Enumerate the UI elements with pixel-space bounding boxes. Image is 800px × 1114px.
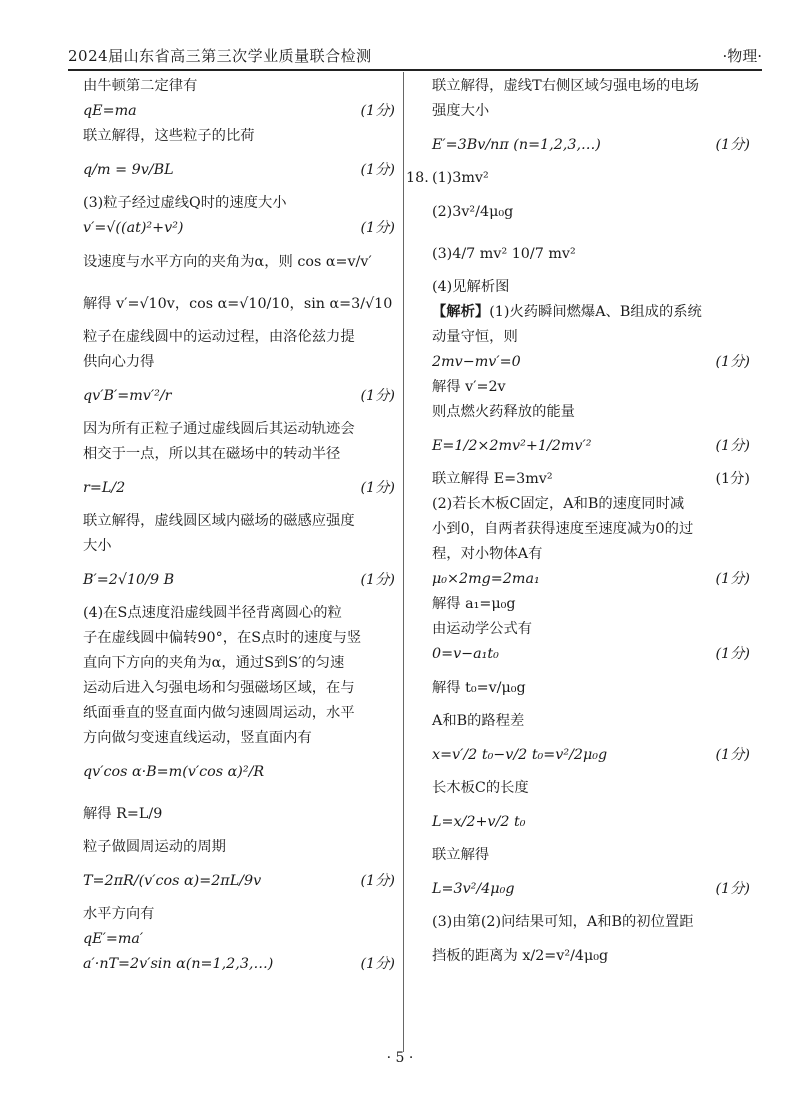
score-mark: (1分) [715, 354, 750, 370]
score-mark: (1分) [360, 480, 395, 496]
answer-line: (4)见解析图 [432, 279, 510, 295]
equation-line: E=1/2×2mv²+1/2mv′² (1分) [432, 425, 750, 467]
score-mark: (1分) [715, 571, 750, 587]
answer-line: 18. (1)3mv² [432, 166, 750, 191]
text-line: (4)在S点速度沿虚线圆半径背离圆心的粒 [83, 605, 342, 621]
exam-title: 2024届山东省高三第三次学业质量联合检测 [68, 47, 372, 65]
equation-line: L=x/2+v/2 t₀ [432, 814, 526, 830]
text-line: 小到0，自两者获得速度至速度减为0的过 [432, 521, 694, 537]
page-header [68, 42, 762, 71]
text-line: 由运动学公式有 [432, 621, 533, 637]
text-line: 【解析】(1)火药瞬间燃爆A、B组成的系统 [432, 304, 702, 320]
score-mark: (1分) [715, 137, 750, 153]
answer-line: (3)4/7 mv² 10/7 mv² [432, 246, 576, 262]
score-mark: (1分) [715, 646, 750, 662]
text-line: 长木板C的长度 [432, 780, 529, 796]
text-line: 挡板的距离为 x/2=v²/4μ₀g [432, 948, 609, 964]
equation-line: a′·nT=2v′sin α(n=1,2,3,…) (1分) [83, 952, 395, 977]
equation-line: qE′=ma′ [83, 931, 144, 947]
score-mark: (1分) [715, 881, 750, 897]
score-mark: (1分) [360, 388, 395, 404]
subject-label: ·物理· [722, 47, 762, 65]
text-line: (3)粒子经过虚线Q时的速度大小 [83, 195, 287, 211]
score-mark: (1分) [360, 873, 395, 889]
score-mark: (1分) [360, 220, 395, 236]
text-line: 大小 [83, 538, 112, 554]
text-line: 因为所有正粒子通过虚线圆后其运动轨迹会 [83, 421, 355, 437]
text-line: 直向下方向的夹角为α，通过S到S′的匀速 [83, 655, 345, 671]
text-line: A和B的路程差 [432, 713, 525, 729]
column-divider [403, 72, 404, 1052]
text-line: 联立解得，这些粒子的比荷 [83, 128, 255, 144]
text-line: 联立解得，虚线T右侧区域匀强电场的电场 [432, 78, 699, 94]
text-line: 设速度与水平方向的夹角为α，则 cos α=v/v′ [83, 254, 372, 270]
equation-line: T=2πR/(v′cos α)=2πL/9v (1分) [83, 860, 395, 902]
equation-line: 2mv−mv′=0 (1分) [432, 350, 750, 375]
equation-line: B′=2√10/9 B (1分) [83, 559, 395, 601]
text-line: 相交于一点，所以其在磁场中的转动半径 [83, 446, 341, 462]
score-mark: (1分) [715, 747, 750, 763]
score-mark: (1分) [715, 438, 750, 454]
text-line: 纸面垂直的竖直面内做匀速圆周运动，水平 [83, 705, 355, 721]
equation-line: q/m = 9v/BL (1分) [83, 149, 395, 191]
score-mark: (1分) [360, 162, 395, 178]
score-mark: (1分) [715, 471, 750, 487]
page-number: · 5 · [386, 1050, 414, 1066]
analysis-tag: 【解析】 [432, 304, 490, 320]
equation-line: qv′cos α·B=m(v′cos α)²/R [83, 764, 265, 780]
text-line: 方向做匀变速直线运动，竖直面内有 [83, 730, 312, 746]
text-line: 联立解得 E=3mv² (1分) [432, 467, 750, 492]
text-line: (2)若长木板C固定，A和B的速度同时减 [432, 496, 685, 512]
text-line: 供向心力得 [83, 354, 155, 370]
text-line: 程，对小物体A有 [432, 546, 543, 562]
text-line: 解得 a₁=μ₀g [432, 596, 516, 612]
text-line: 运动后进入匀强电场和匀强磁场区域，在与 [83, 680, 355, 696]
equation-line: qv′B′=mv′²/r (1分) [83, 375, 395, 417]
equation-line: r=L/2 (1分) [83, 467, 395, 509]
equation-line: qE=ma (1分) [83, 99, 395, 124]
equation-line: x=v′/2 t₀−v/2 t₀=v²/2μ₀g (1分) [432, 734, 750, 776]
score-mark: (1分) [360, 956, 395, 972]
equation-line: 解得 R=L/9 [83, 806, 163, 822]
equation-line: v′=√((at)²+v²) (1分) [83, 216, 395, 241]
equation-line: E′=3Bv/nπ (n=1,2,3,…) (1分) [432, 124, 750, 166]
answer-line: (2)3v²/4μ₀g [432, 204, 514, 220]
text-line: 联立解得 [432, 847, 490, 863]
text-line: 粒子做圆周运动的周期 [83, 839, 226, 855]
text-line: 联立解得，虚线圆区域内磁场的磁感应强度 [83, 513, 355, 529]
text-line: 由牛顿第二定律有 [83, 78, 198, 94]
text-line: 粒子在虚线圆中的运动过程，由洛伦兹力提 [83, 329, 355, 345]
text-line: (3)由第(2)问结果可知，A和B的初位置距 [432, 914, 694, 930]
equation-line: μ₀×2mg=2ma₁ (1分) [432, 567, 750, 592]
text-line: 则点燃火药释放的能量 [432, 404, 575, 420]
text-line: 水平方向有 [83, 906, 155, 922]
score-mark: (1分) [360, 103, 395, 119]
text-line: 强度大小 [432, 103, 490, 119]
score-mark: (1分) [360, 572, 395, 588]
text-line: 解得 v′=2v [432, 379, 506, 395]
text-line: 解得 v′=√10v，cos α=√10/10，sin α=3/√10 [83, 296, 393, 312]
equation-line: 0=v−a₁t₀ (1分) [432, 642, 750, 667]
text-line: 动量守恒，则 [432, 329, 518, 345]
equation-line: L=3v²/4μ₀g (1分) [432, 868, 750, 910]
right-column [406, 74, 750, 977]
equation-line: 解得 t₀=v/μ₀g [432, 680, 526, 696]
text-line: 子在虚线圆中偏转90°，在S点时的速度与竖 [83, 630, 362, 646]
question-number: 18. [406, 170, 429, 186]
left-column [83, 74, 395, 977]
